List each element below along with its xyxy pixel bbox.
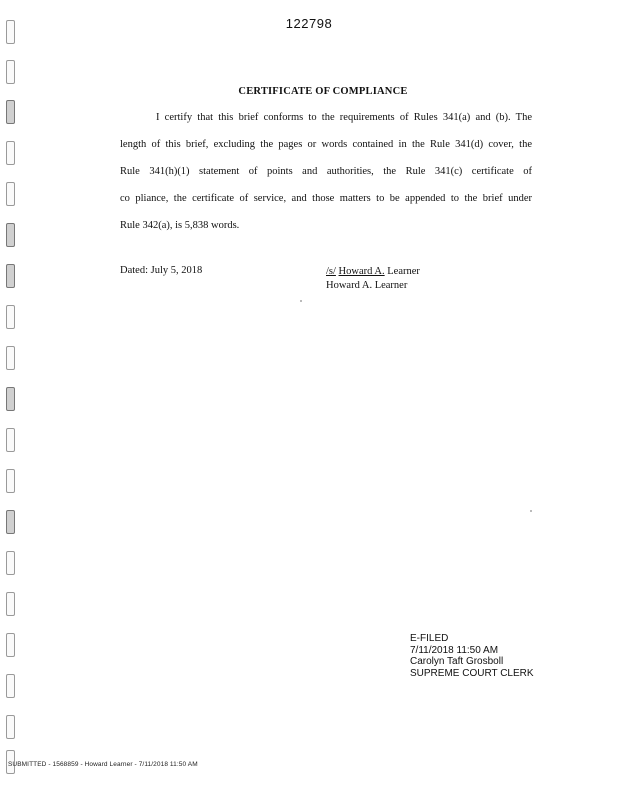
- scan-margin-mark: [6, 141, 15, 165]
- efiled-datetime: 7/11/2018 11:50 AM: [410, 644, 499, 656]
- clerk-name: Carolyn Taft Grosboll: [410, 656, 504, 667]
- scan-margin-mark: [6, 592, 15, 616]
- signature-name-rest: Learner: [387, 266, 420, 277]
- scan-margin-mark: [6, 715, 15, 739]
- scan-margin-mark: [6, 60, 15, 84]
- scan-margin-mark: [6, 264, 15, 288]
- signature-block: [326, 265, 420, 293]
- scan-speck: [530, 510, 532, 512]
- signature-line: [326, 265, 420, 279]
- signature-slash: /s/: [326, 266, 336, 277]
- document-number: 122798: [285, 16, 333, 31]
- body-line: Rule 341(h)(1) statement of points and authorities, the Rule 341(c) certificate of: [120, 166, 532, 177]
- scan-margin-mark: [6, 182, 15, 206]
- dated-line: Dated: July 5, 2018: [120, 265, 203, 276]
- clerk-title: SUPREME COURT CLERK: [410, 667, 534, 679]
- body-line: co pliance, the certificate of service, and those matters to be appended to the brief under: [120, 193, 532, 204]
- efiled-stamp: [410, 633, 534, 679]
- scan-margin-mark: [6, 674, 15, 698]
- scan-margin-mark: [6, 346, 15, 370]
- efiled-status: E-FILED: [410, 633, 449, 644]
- scan-margin-mark: [6, 551, 15, 575]
- body-line: Rule 342(a), is 5,838 words.: [120, 220, 240, 231]
- scan-margin-mark: [6, 387, 15, 411]
- body-line: length of this brief, excluding the pages or words contained in the Rule 341(d) cover, the: [120, 139, 532, 150]
- scan-margin-mark: [6, 305, 15, 329]
- certificate-body: [120, 110, 532, 245]
- submission-footer: SUBMITTED - 1568859 - Howard Learner - 7/11/2018 11:50 AM: [8, 761, 198, 768]
- scan-margin-mark: [6, 510, 15, 534]
- scan-speck: [300, 300, 302, 302]
- scan-margin-mark: [6, 469, 15, 493]
- body-line: I certify that this brief conforms to the requirements of Rules 341(a) and (b). The: [156, 112, 532, 123]
- certificate-title: CERTIFICATE OF COMPLIANCE: [238, 86, 408, 97]
- scan-margin-mark: [6, 428, 15, 452]
- scan-margin-mark: [6, 633, 15, 657]
- scan-margin-mark: [6, 223, 15, 247]
- scan-margin-mark: [6, 100, 15, 124]
- printed-name: Howard A. Learner: [326, 280, 408, 291]
- signature-name-underlined: Howard A.: [338, 266, 385, 277]
